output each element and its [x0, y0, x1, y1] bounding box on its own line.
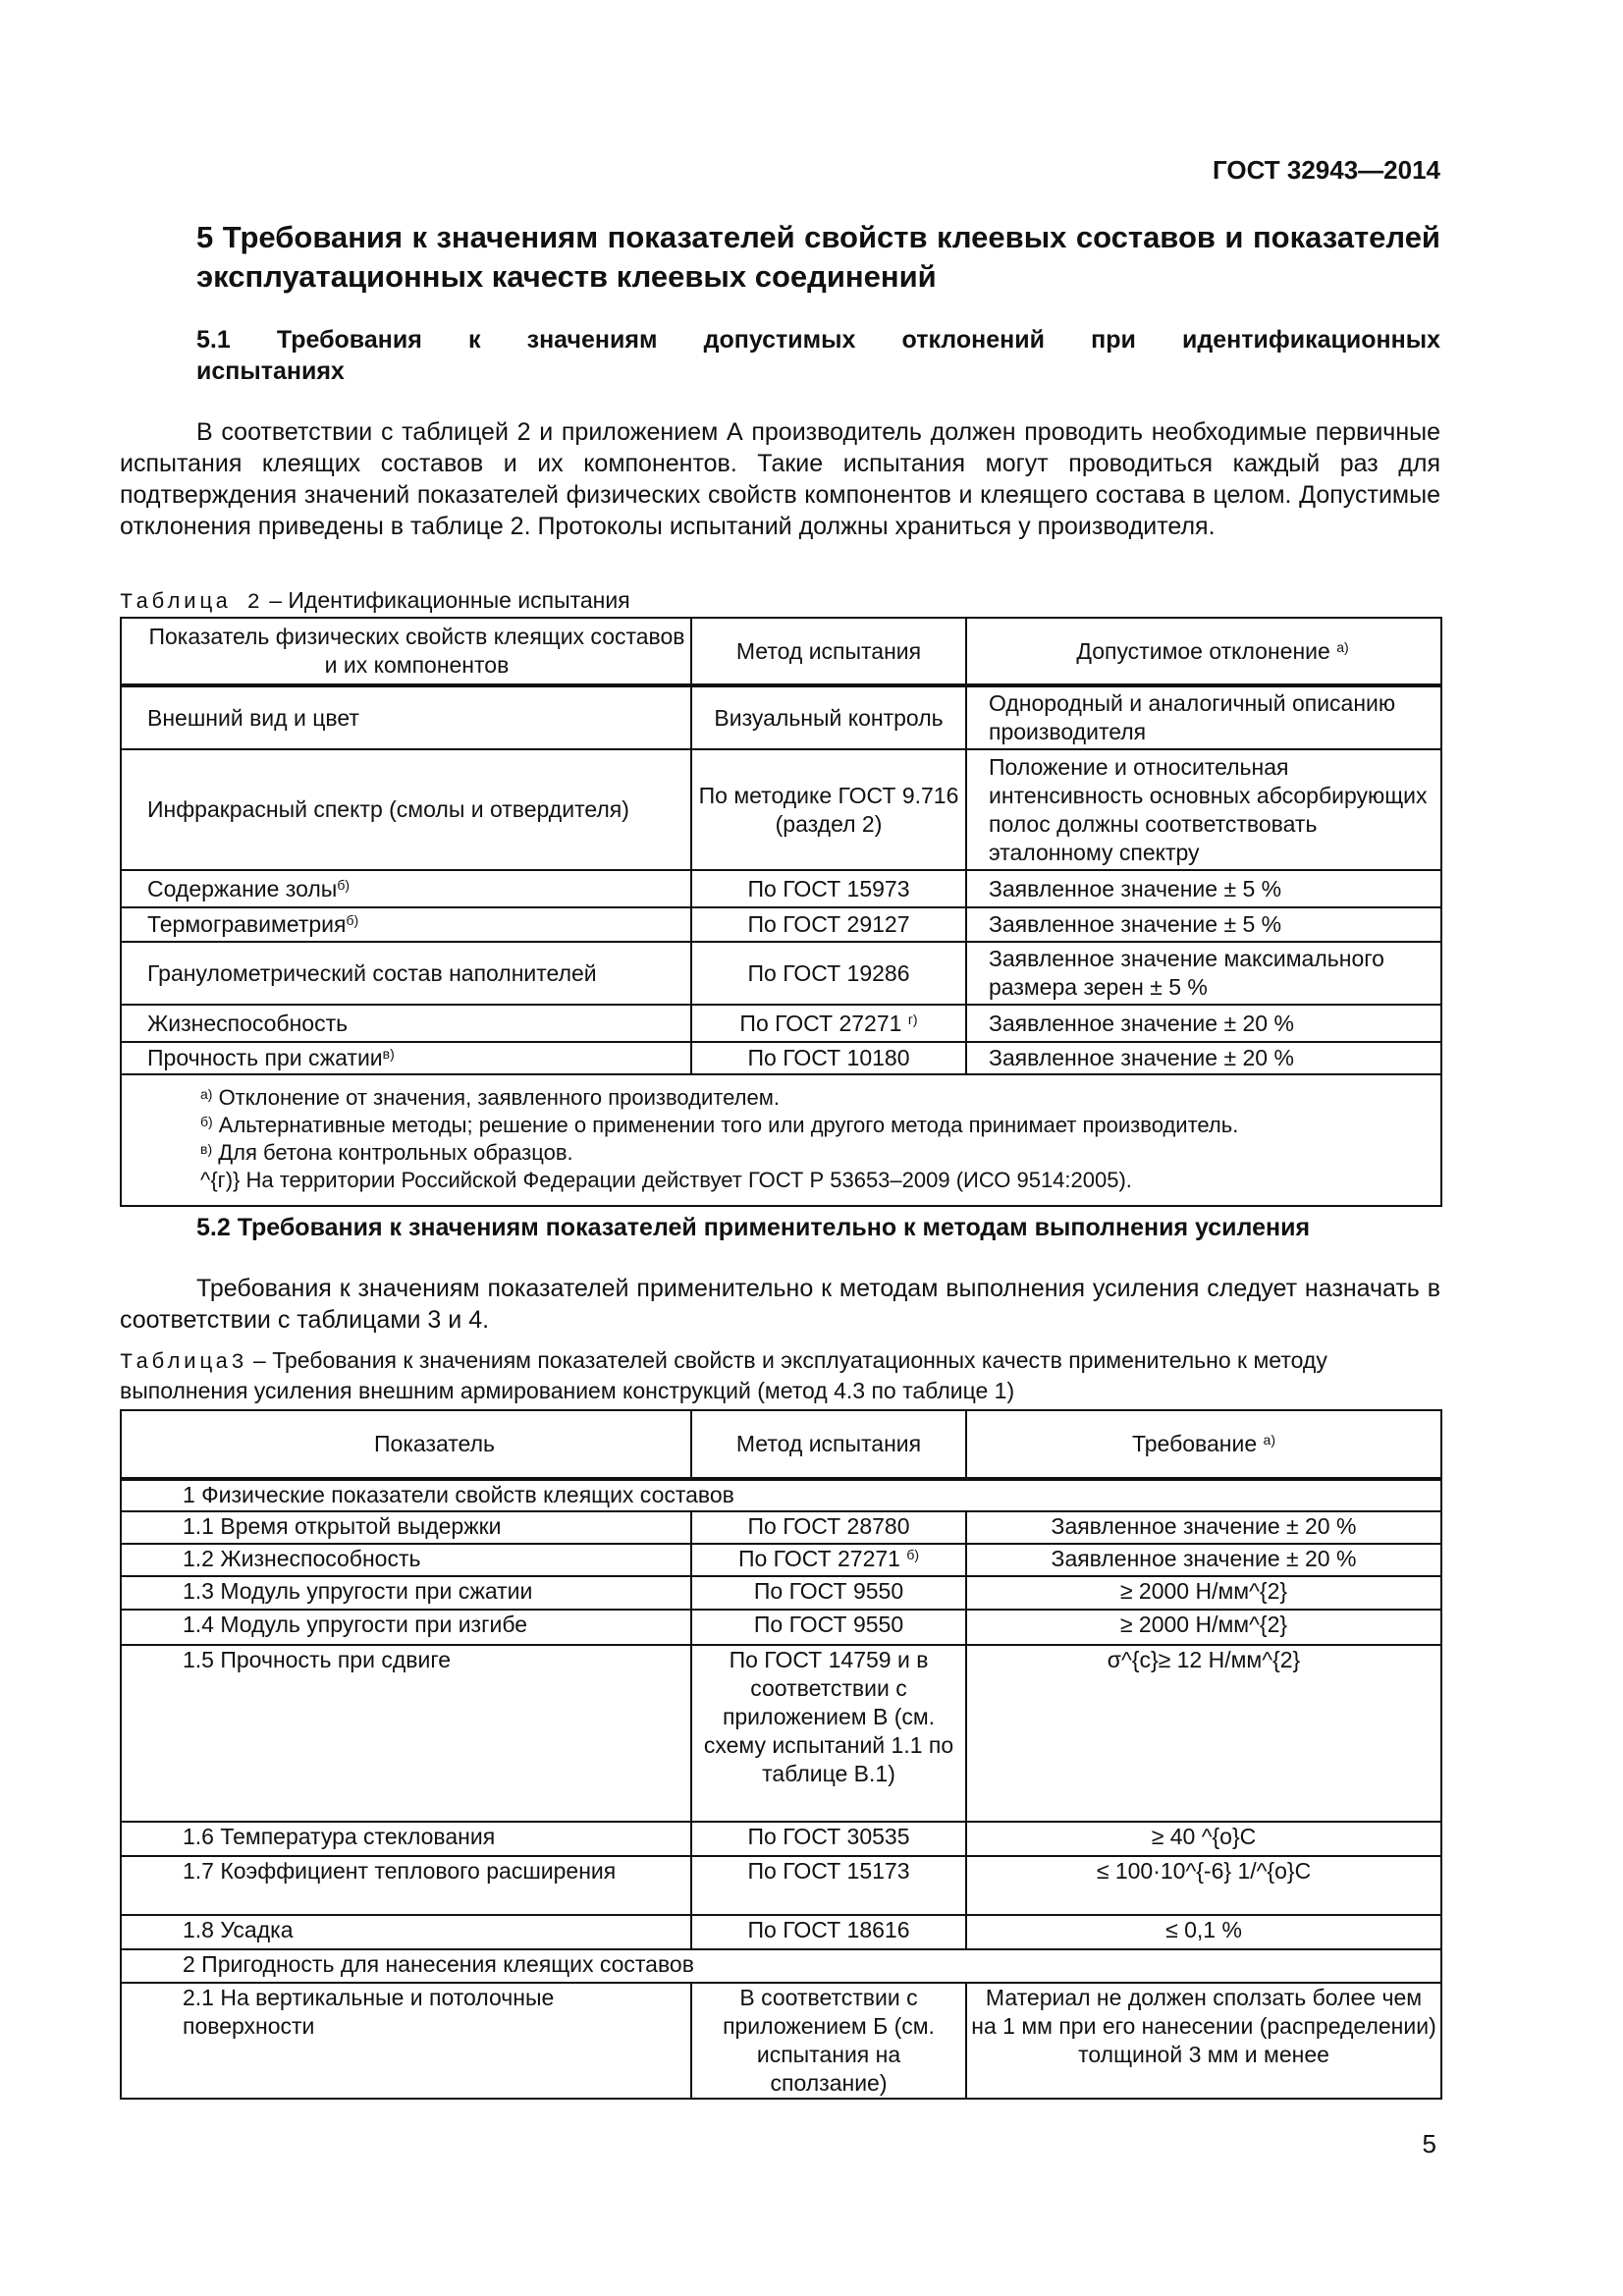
footnote: ^{г)} На территории Российской Федерации действует ГОСТ Р 53653–2009 (ИСО 9514:2005).: [200, 1168, 1132, 1192]
superscript: б): [346, 912, 359, 928]
table-2: [120, 617, 1442, 1207]
footnote: $^{б)}$ Альтернативные методы; решение о применении того или другого метода принимает производитель.: [200, 1113, 1239, 1137]
value-cell: Заявленное значение максимального размера зерен ± 5 %: [966, 942, 1441, 1005]
table-row: [121, 1005, 1441, 1042]
table-3-caption-word: Таблица3: [120, 1350, 247, 1375]
value-cell: Заявленное значение ± 5 %: [966, 870, 1441, 907]
indicator-cell: 1.3 Модуль упругости при сжатии: [121, 1576, 691, 1610]
method-cell: По ГОСТ 14759 и в соответствии с приложением В (см. схему испытаний 1.1 по таблице В.1): [691, 1645, 966, 1822]
value-cell: σ^{с}≥ 12 Н/мм^{2}: [966, 1645, 1441, 1822]
indicator-cell: 1.7 Коэффициент теплового расширения: [121, 1856, 691, 1915]
method-cell: В соответствии с приложением Б (см. испытания на сползание): [691, 1983, 966, 2099]
value-cell: Заявленное значение ± 20 %: [966, 1005, 1441, 1042]
section-5-1-title-line2: испытаниях: [196, 357, 345, 385]
method-cell: Метод испытания: [691, 1410, 966, 1479]
footnotes-cell: [121, 1074, 1441, 1206]
section-5-2-paragraph: Требования к значениям показателей применительно к методам выполнения усиления следует назначать в соответствии с таблицами 3 и 4.: [120, 1275, 1440, 1334]
value-cell: ≥ 2000 Н/мм^{2}: [966, 1576, 1441, 1610]
table-header-row: [121, 1410, 1441, 1479]
table-2-caption: [120, 586, 630, 617]
method-cell: По ГОСТ 27271 $^{б)}$: [691, 1544, 966, 1576]
document-code: ГОСТ 32943—2014: [1213, 155, 1440, 185]
value-cell: ≤ 100·10^{-6} 1/^{о}С: [966, 1856, 1441, 1915]
indicator-cell: 1.6 Температура стеклования: [121, 1822, 691, 1856]
section-5-1-paragraph: В соответствии с таблицей 2 и приложением А производитель должен проводить необходимые первичные испытания клеящих составов и их компонентов. Такие испытания могут проводиться каждый раз для подтверждения значений показателей физических свойств компонентов и клеящего состава в целом. Допустимые отклонения приведены в таблице 2. Протоколы испытаний должны храниться у производителя.: [120, 418, 1440, 540]
indicator-cell: Содержание золы$^{б)}$: [121, 870, 691, 907]
indicator-cell: 1.2 Жизнеспособность: [121, 1544, 691, 1576]
indicator-cell: 1.5 Прочность при сдвиге: [121, 1645, 691, 1822]
indicator-cell: Гранулометрический состав наполнителей: [121, 942, 691, 1005]
value-cell: Материал не должен сползать более чем на 1 мм при его нанесении (распределении) толщиной 3 мм и менее: [966, 1983, 1441, 2099]
method-cell: Визуальный контроль: [691, 685, 966, 749]
group-title: 2 Пригодность для нанесения клеящих составов: [121, 1949, 1441, 1983]
table-row: [121, 1983, 1441, 2099]
value-cell: Однородный и аналогичный описанию производителя: [966, 685, 1441, 749]
table-row: [121, 1645, 1441, 1822]
method-cell: По ГОСТ 15173: [691, 1856, 966, 1915]
table-row: [121, 749, 1441, 870]
section-5-2-title: 5.2 Требования к значениям показателей применительно к методам выполнения усиления: [196, 1214, 1311, 1241]
method-cell: По ГОСТ 15973: [691, 870, 966, 907]
superscript: а): [1336, 638, 1349, 655]
footnote: $^{в)}$ Для бетона контрольных образцов.: [200, 1140, 573, 1165]
table-row: [121, 1544, 1441, 1576]
method-cell: По методике ГОСТ 9.716 (раздел 2): [691, 749, 966, 870]
method-cell: По ГОСТ 9550: [691, 1610, 966, 1645]
indicator-cell: 2.1 На вертикальные и потолочные поверхности: [121, 1983, 691, 2099]
superscript: в): [200, 1141, 213, 1157]
section-5-1-title: [196, 324, 1440, 387]
table-3: [120, 1409, 1442, 2100]
value-cell: Заявленное значение ± 20 %: [966, 1544, 1441, 1576]
value-cell: Положение и относительная интенсивность основных абсорбирующих полос должны соответствовать эталонному спектру: [966, 749, 1441, 870]
table-row: [121, 1576, 1441, 1610]
table-row: [121, 1856, 1441, 1915]
superscript: в): [382, 1046, 395, 1062]
indicator-cell: Инфракрасный спектр (смолы и отвердителя): [121, 749, 691, 870]
table-group-row: [121, 1949, 1441, 1983]
method-cell: По ГОСТ 9550: [691, 1576, 966, 1610]
section-5-title: 5 Требования к значениям показателей свойств клеевых составов и показателей эксплуатационных качеств клеевых соединений: [196, 220, 1440, 294]
method-cell: По ГОСТ 29127: [691, 907, 966, 942]
superscript: г): [907, 1011, 918, 1027]
table-row: [121, 1915, 1441, 1949]
page-number: 5: [1422, 2129, 1436, 2159]
indicator-cell: 1.4 Модуль упругости при изгибе: [121, 1610, 691, 1645]
section-5-1-title-line1: 5.1 Требования к значениям допустимых отклонений при идентификационных: [196, 326, 1440, 354]
table-row: [121, 942, 1441, 1005]
indicator-cell: Термогравиметрия$^{б)}$: [121, 907, 691, 942]
table-2-caption-text: – Идентификационные испытания: [262, 587, 630, 613]
table-2-caption-word: Таблица 2: [120, 590, 263, 615]
indicator-cell: 1.8 Усадка: [121, 1915, 691, 1949]
indicator-cell: Показатель: [121, 1410, 691, 1479]
method-cell: По ГОСТ 27271 $^{г)}$: [691, 1005, 966, 1042]
value-cell: Заявленное значение ± 20 %: [966, 1042, 1441, 1074]
value-cell: ≤ 0,1 %: [966, 1915, 1441, 1949]
footnotes-row: [121, 1074, 1441, 1206]
value-cell: ≥ 40 ^{о}С: [966, 1822, 1441, 1856]
method-cell: По ГОСТ 18616: [691, 1915, 966, 1949]
value-cell: Заявленное значение ± 5 %: [966, 907, 1441, 942]
table-header-row: [121, 618, 1441, 685]
indicator-cell: Показатель физических свойств клеящих составов и их компонентов: [121, 618, 691, 685]
table-row: [121, 1511, 1441, 1544]
method-cell: По ГОСТ 10180: [691, 1042, 966, 1074]
table-group-row: [121, 1479, 1441, 1511]
superscript: а): [1263, 1432, 1275, 1448]
superscript: а): [200, 1086, 213, 1102]
superscript: б): [200, 1114, 213, 1129]
method-cell: По ГОСТ 30535: [691, 1822, 966, 1856]
indicator-cell: Внешний вид и цвет: [121, 685, 691, 749]
value-cell: Допустимое отклонение $^{а)}$: [966, 618, 1441, 685]
table-row: [121, 685, 1441, 749]
indicator-cell: Жизнеспособность: [121, 1005, 691, 1042]
method-cell: Метод испытания: [691, 618, 966, 685]
value-cell: Требование $^{а)}$: [966, 1410, 1441, 1479]
table-row: [121, 870, 1441, 907]
table-row: [121, 907, 1441, 942]
footnote: $^{а)}$ Отклонение от значения, заявленного производителем.: [200, 1085, 780, 1110]
group-title: 1 Физические показатели свойств клеящих составов: [121, 1479, 1441, 1511]
table-3-caption-text: – Требования к значениям показателей свойств и эксплуатационных качеств применительно к методу выполнения усиления внешним армированием конструкций (метод 4.3 по таблице 1): [120, 1347, 1327, 1403]
table-row: [121, 1822, 1441, 1856]
table-row: [121, 1042, 1441, 1074]
superscript: б): [906, 1547, 920, 1562]
value-cell: Заявленное значение ± 20 %: [966, 1511, 1441, 1544]
method-cell: По ГОСТ 28780: [691, 1511, 966, 1544]
value-cell: ≥ 2000 Н/мм^{2}: [966, 1610, 1441, 1645]
method-cell: По ГОСТ 19286: [691, 942, 966, 1005]
table-3-caption: [120, 1346, 1440, 1404]
indicator-cell: Прочность при сжатии$^{в)}$: [121, 1042, 691, 1074]
table-row: [121, 1610, 1441, 1645]
superscript: б): [337, 876, 351, 893]
indicator-cell: 1.1 Время открытой выдержки: [121, 1511, 691, 1544]
